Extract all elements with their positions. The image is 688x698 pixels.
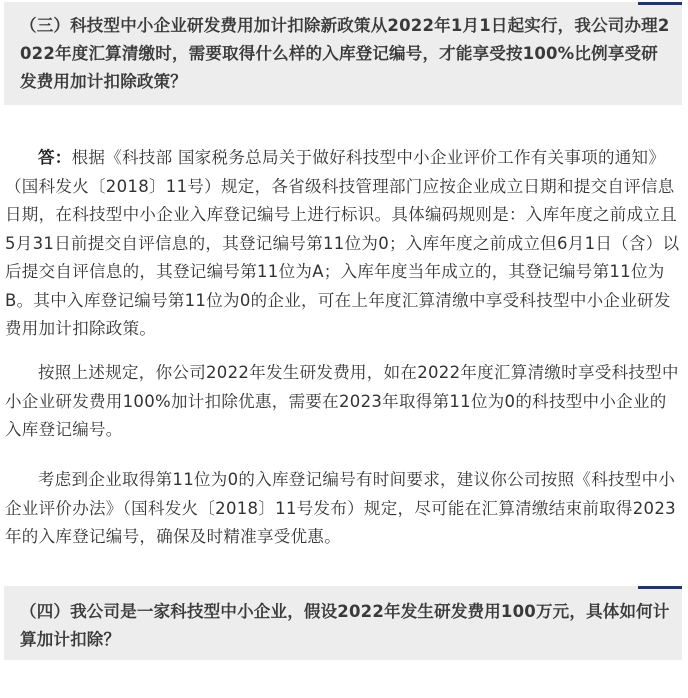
answer-paragraph-1-text: 根据《科技部 国家税务总局关于做好科技型中小企业评价工作有关事项的通知》（国科发火〔2018〕11号）规定，各省级科技管理部门应按企业成立日期和提交自评信息日期，在科技型中小企业入库登记编号上进行标识。具体编码规则是：入库年度之前成立且5月31日前提交自评信息的，其登记编号第11位为0；入库年度之前成立但6月1日（含）以后提交自评信息的，其登记编号第11位为A；入库年度当年成立的，其登记编号第11位为B。其中入库登记编号第11位为0的企业，可在上年度汇算清缴中享受科技型中小企业研发费用加计扣除政策。: [5, 148, 680, 338]
accent-bar: [638, 2, 682, 5]
accent-bar: [638, 586, 682, 589]
question-heading: （三）科技型中小企业研发费用加计扣除新政策从2022年1月1日起实行，我公司办理2022年度汇算清缴时，需要取得什么样的入库登记编号，才能享受按100%比例享受研发费用加计扣除政策？: [20, 16, 670, 91]
answer-label: 答：: [38, 148, 72, 167]
answer-paragraph-3: 考虑到企业取得第11位为0的入库登记编号有时间要求，建议你公司按照《科技型中小企业评价办法》（国科发火〔2018〕11号发布）规定，尽可能在汇算清缴结束前取得2023年的入库登记编号，确保及时精准享受优惠。: [5, 470, 676, 546]
question-box-3: [4, 2, 682, 105]
answer-paragraph-1: [5, 144, 681, 344]
answer-paragraph-2: 按照上述规定，你公司2022年发生研发费用，如在2022年度汇算清缴时享受科技型中小企业研发费用100%加计扣除优惠，需要在2023年取得第11位为0的科技型中小企业的入库登记编号。: [5, 363, 679, 439]
question-box-4: [4, 586, 682, 660]
question-heading: （四）我公司是一家科技型中小企业，假设2022年发生研发费用100万元，具体如何计算加计扣除？: [20, 602, 670, 649]
